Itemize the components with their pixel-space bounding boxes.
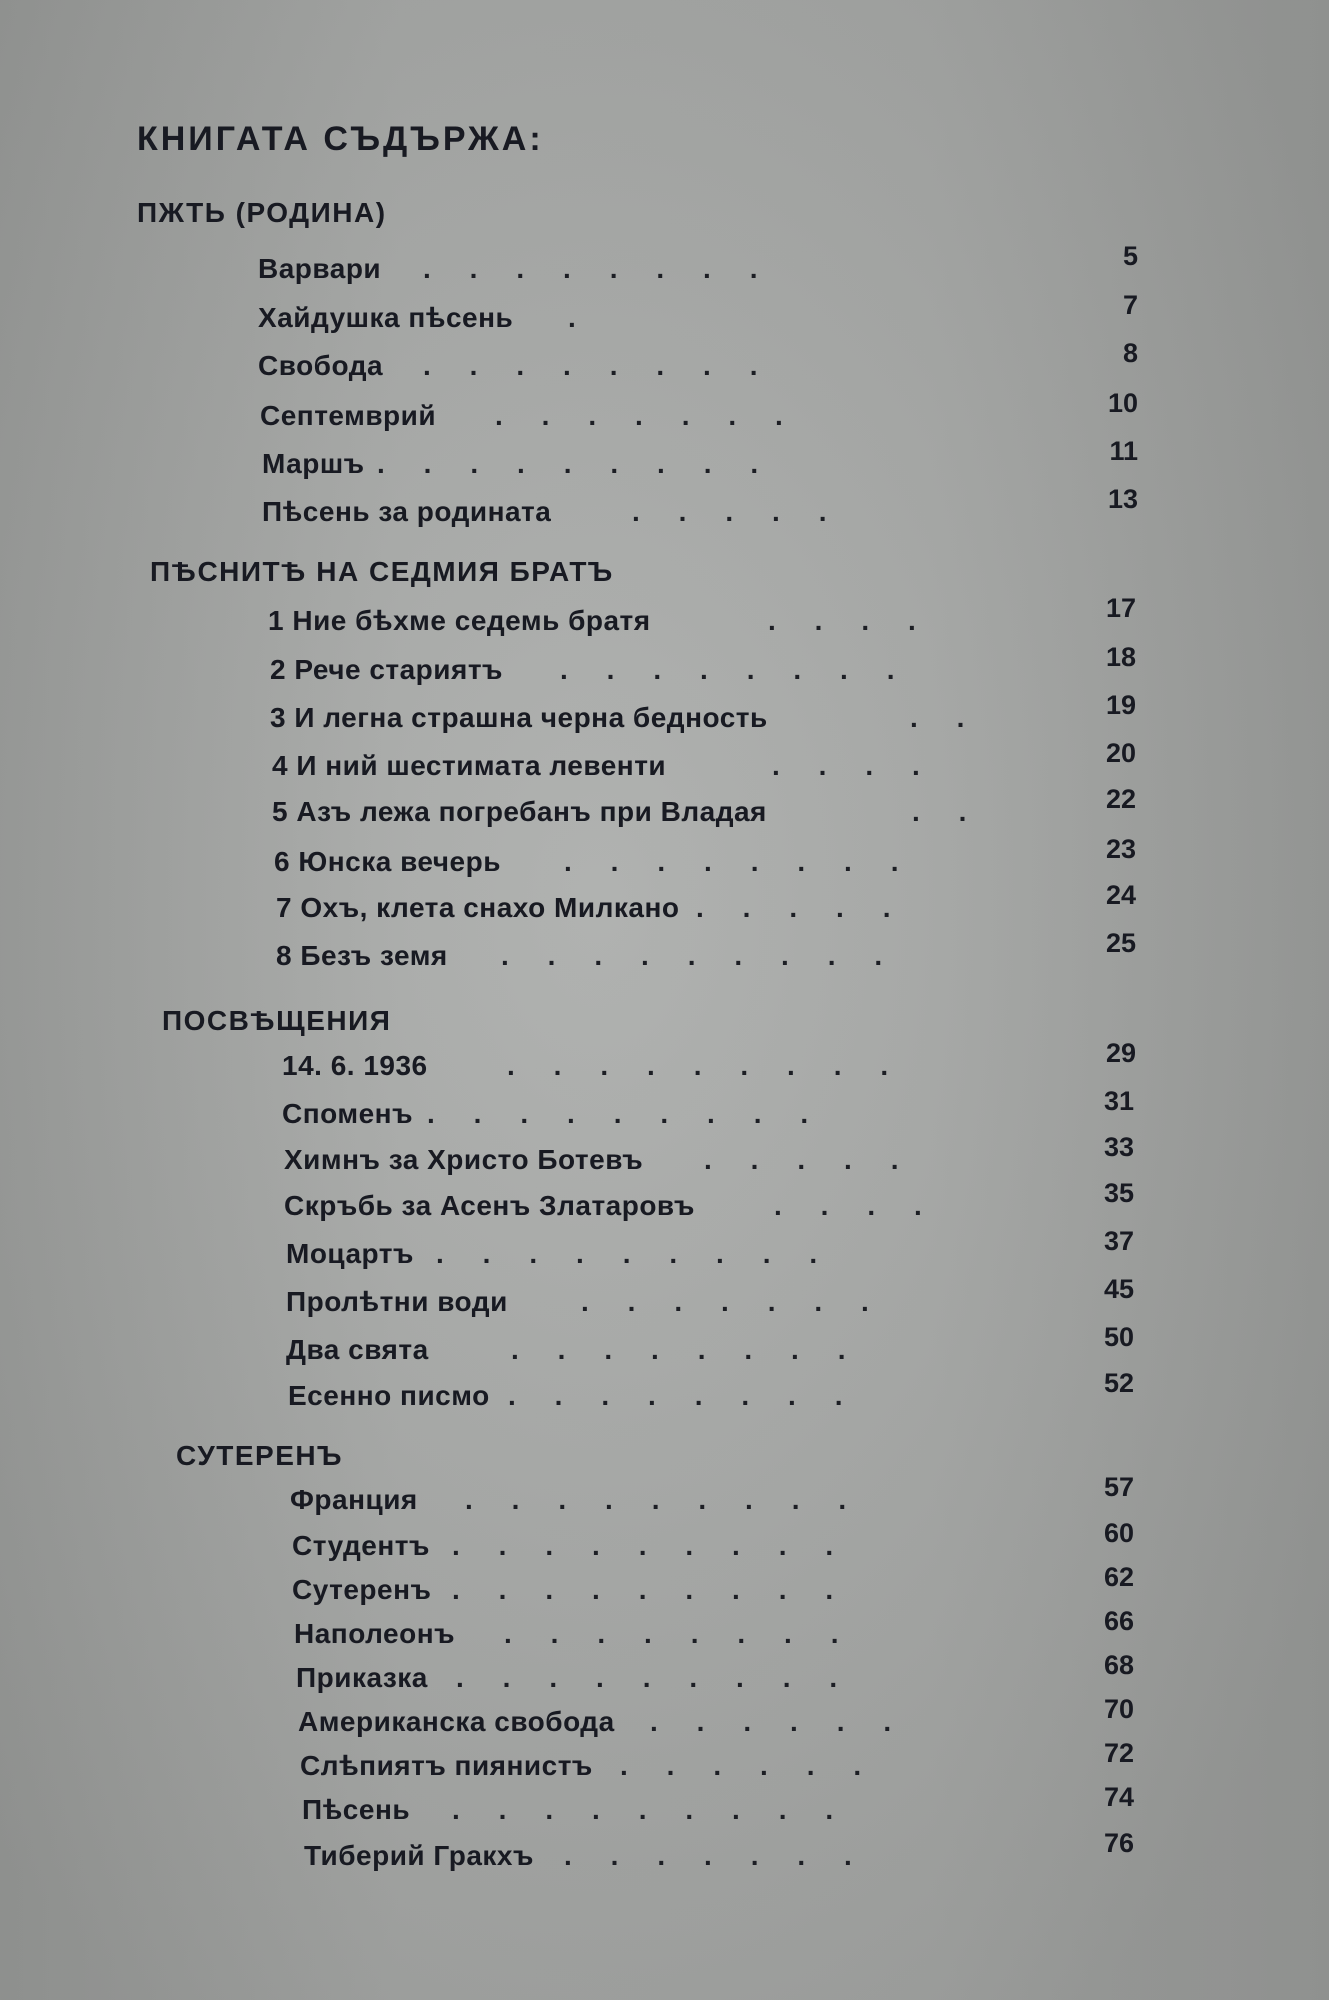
entry-title: Свобода: [258, 350, 384, 381]
entry-page-number: 62: [1103, 1562, 1134, 1592]
entry-page-number: 60: [1103, 1518, 1134, 1548]
dot-leader: .: [568, 302, 576, 333]
entry-title: Есенно писмо: [288, 1380, 490, 1411]
entry-title: Слѣпиятъ пиянистъ: [300, 1750, 593, 1781]
entry-page-number: 33: [1103, 1132, 1134, 1162]
entry-title: Тиберий Гракхъ: [304, 1840, 534, 1871]
entry-title: Споменъ: [282, 1098, 413, 1129]
dot-leader: . . . . . . . . .: [427, 1098, 809, 1129]
entry-page-number: 72: [1103, 1738, 1134, 1768]
entry-page-number: 17: [1105, 593, 1136, 623]
entry-page-number: 35: [1103, 1178, 1134, 1208]
entry-title: Хайдушка пѣсень: [258, 302, 514, 333]
dot-leader: . . . . . . . . .: [452, 1530, 834, 1561]
entry-title: 2 Рече стариятъ: [270, 654, 503, 685]
entry-title: Химнъ за Христо Ботевъ: [284, 1144, 644, 1175]
dot-leader: . . . . . . . . .: [377, 448, 759, 479]
section-title-sedmiya-brat: ПѢСНИТѢ НА СЕДМИЯ БРАТЪ: [150, 556, 614, 587]
entry-page-number: 74: [1103, 1782, 1134, 1812]
dot-leader: . . . . . . .: [495, 400, 783, 431]
entry-title: Маршъ: [262, 448, 365, 479]
entry-title: 6 Юнска вечерь: [274, 846, 501, 877]
section-title-suteren: СУТЕРЕНЪ: [176, 1440, 343, 1471]
dot-leader: . . . . . . . . .: [452, 1794, 834, 1825]
entry-page-number: 24: [1105, 880, 1136, 910]
section-title-patt: ПЖТЬ (РОДИНА): [137, 197, 387, 228]
entry-page-number: 10: [1107, 388, 1138, 418]
entry-title: 7 Охъ, клета снахо Милкано: [276, 892, 680, 923]
dot-leader: . . . . . . . . .: [452, 1574, 834, 1605]
dot-leader: . . . . . . . .: [560, 654, 895, 685]
dot-leader: . . . .: [768, 605, 916, 636]
entry-page-number: 37: [1103, 1226, 1134, 1256]
entry-page-number: 45: [1103, 1274, 1134, 1304]
dot-leader: . . . . . . .: [564, 1840, 852, 1871]
entry-page-number: 20: [1105, 738, 1136, 768]
entry-title: Франция: [290, 1484, 418, 1515]
dot-leader: . . . . . .: [620, 1750, 862, 1781]
dot-leader: . .: [910, 702, 965, 733]
entry-page-number: 8: [1122, 338, 1138, 368]
dot-leader: . . . . . . . . .: [501, 940, 883, 971]
entry-page-number: 25: [1105, 928, 1136, 958]
entry-page-number: 31: [1103, 1086, 1134, 1116]
entry-title: 1 Ние бѣхме седемь братя: [268, 605, 651, 636]
entry-title: 3 И легна страшна черна бедность: [270, 702, 768, 733]
entry-page-number: 19: [1105, 690, 1136, 720]
dot-leader: . . . . . . . . .: [507, 1050, 889, 1081]
dot-leader: . . . . . . . .: [508, 1380, 843, 1411]
entry-page-number: 66: [1103, 1606, 1134, 1636]
dot-leader: . . . .: [772, 750, 920, 781]
dot-leader: . . . .: [774, 1190, 922, 1221]
entry-page-number: 23: [1105, 834, 1136, 864]
entry-title: 8 Безъ земя: [276, 940, 448, 971]
entry-title: Студентъ: [292, 1530, 430, 1561]
entry-title: Пролѣтни води: [286, 1286, 508, 1317]
dot-leader: . . . . . . . . .: [436, 1238, 818, 1269]
entry-page-number: 5: [1122, 241, 1138, 271]
entry-title: 4 И ний шестимата левенти: [272, 750, 667, 781]
entry-title: 5 Азъ лежа погребанъ при Владая: [272, 796, 767, 827]
entry-title: Сутеренъ: [292, 1574, 432, 1605]
entry-page-number: 18: [1105, 642, 1136, 672]
entry-page-number: 50: [1103, 1322, 1134, 1352]
entry-page-number: 68: [1103, 1650, 1134, 1680]
entry-title: Варвари: [258, 253, 382, 284]
entry-title: 14. 6. 1936: [282, 1050, 428, 1081]
dot-leader: . .: [912, 796, 967, 827]
entry-page-number: 29: [1105, 1038, 1136, 1068]
dot-leader: . . . . . . .: [581, 1286, 869, 1317]
entry-page-number: 76: [1103, 1828, 1134, 1858]
entry-title: Скръбь за Асенъ Златаровъ: [284, 1190, 695, 1221]
dot-leader: . . . . . . . . .: [465, 1484, 847, 1515]
entry-title: Два свята: [286, 1334, 429, 1365]
entry-title: Септемврий: [260, 400, 437, 431]
entry-page-number: 57: [1103, 1472, 1134, 1502]
dot-leader: . . . . . . . . .: [456, 1662, 838, 1693]
section-title-posveshteniya: ПОСВѢЩЕНИЯ: [162, 1005, 392, 1036]
entry-title: Приказка: [296, 1662, 428, 1693]
entry-page-number: 52: [1103, 1368, 1134, 1398]
dot-leader: . . . . . . . .: [423, 350, 758, 381]
dot-leader: . . . . .: [704, 1144, 899, 1175]
dot-leader: . . . . .: [696, 892, 891, 923]
entry-title: Моцартъ: [286, 1238, 414, 1269]
dot-leader: . . . . . . . .: [511, 1334, 846, 1365]
entry-title: Наполеонъ: [294, 1618, 456, 1649]
dot-leader: . . . . . . . .: [423, 253, 758, 284]
entry-page-number: 7: [1122, 290, 1138, 320]
entry-title: Американска свобода: [298, 1706, 615, 1737]
page-title: КНИГАТА СЪДЪРЖА:: [137, 120, 544, 158]
entry-page-number: 11: [1109, 436, 1138, 466]
dot-leader: . . . . . .: [650, 1706, 892, 1737]
dot-leader: . . . . . . . .: [564, 846, 899, 877]
entry-page-number: 22: [1105, 784, 1136, 814]
entry-page-number: 13: [1107, 484, 1138, 514]
entry-page-number: 70: [1103, 1694, 1134, 1724]
dot-leader: . . . . . . . .: [504, 1618, 839, 1649]
entry-title: Пѣсень за родината: [262, 496, 552, 527]
dot-leader: . . . . .: [632, 496, 827, 527]
entry-title: Пѣсень: [302, 1794, 411, 1825]
